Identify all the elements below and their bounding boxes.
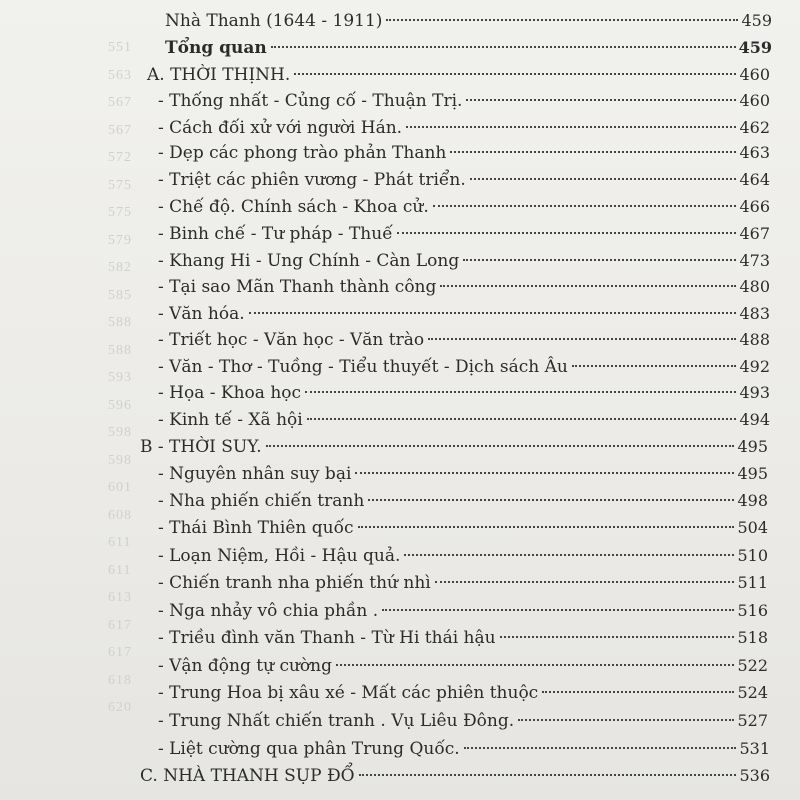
- toc-entry-title: - Vận động tự cường: [158, 656, 332, 676]
- bleed-through-number: 588: [108, 342, 132, 358]
- toc-entry-title: - Văn - Thơ - Tuồng - Tiểu thuyết - Dịch sách Âu: [158, 357, 568, 377]
- dot-leader: [464, 747, 737, 749]
- toc-entry-title: A. THỜI THỊNH.: [147, 65, 291, 85]
- bleed-through-number: 618: [108, 672, 132, 688]
- toc-entry: [0, 221, 800, 247]
- bleed-through-number: 575: [108, 177, 132, 193]
- bleed-through-number: 575: [108, 205, 132, 220]
- toc-entry: [0, 115, 800, 141]
- bleed-through-number: 611: [108, 562, 132, 578]
- toc-entry-title: B - THỜI SUY.: [140, 437, 262, 457]
- toc-entry-page: 483: [739, 304, 770, 323]
- dot-leader: [358, 526, 735, 528]
- toc-entry-page: 495: [737, 464, 768, 483]
- toc-entry-title: - Liệt cường qua phân Trung Quốc.: [158, 739, 460, 759]
- toc-entry-page: 473: [739, 251, 770, 270]
- bleed-through-number: 596: [108, 397, 132, 413]
- toc-entry-page: 495: [737, 437, 768, 456]
- dot-leader: [518, 719, 734, 721]
- toc-entry: [0, 301, 800, 327]
- toc-entry-page: 488: [739, 330, 770, 349]
- dot-leader: [440, 285, 736, 287]
- toc-entry: [0, 653, 800, 679]
- bleed-through-number: 598: [108, 425, 132, 440]
- bleed-through-number: 588: [108, 315, 132, 330]
- toc-entry-page: 492: [739, 357, 770, 376]
- toc-entry-title: - Triệt các phiên vương - Phát triển.: [158, 170, 466, 190]
- toc-entry-page: 516: [737, 601, 768, 620]
- toc-entry-title: - Kinh tế - Xã hội: [158, 410, 303, 430]
- toc-entry-title: - Cách đối xử với người Hán.: [158, 118, 403, 138]
- toc-entry-page: 466: [739, 197, 770, 216]
- toc-entry: [0, 736, 800, 762]
- toc-entry-page: 460: [739, 91, 770, 110]
- bleed-through-number: 579: [108, 232, 132, 248]
- dot-leader: [397, 232, 737, 234]
- bleed-through-number: 567: [108, 122, 132, 138]
- dot-leader: [386, 19, 738, 21]
- toc-entry-page: 498: [737, 491, 768, 510]
- dot-leader: [266, 445, 735, 447]
- toc-entry-page: 531: [739, 739, 770, 758]
- toc-entry-page: 462: [739, 118, 770, 137]
- toc-entry-page: 480: [739, 277, 770, 296]
- toc-entry-page: 504: [737, 518, 768, 537]
- toc-entry: [0, 8, 800, 34]
- toc-entry-title: Tổng quan: [165, 38, 267, 58]
- toc-entry-page: 493: [739, 383, 770, 402]
- toc-entry-title: - Nha phiến chiến tranh: [158, 491, 365, 511]
- dot-leader: [572, 365, 737, 367]
- bleed-through-number: 572: [108, 150, 132, 165]
- toc-entry-title: - Dẹp các phong trào phản Thanh: [158, 143, 447, 163]
- dot-leader: [368, 499, 734, 501]
- toc-entry-title: - Nguyên nhân suy bại: [158, 464, 352, 484]
- toc-entry: [0, 354, 800, 380]
- bleed-through-number: 617: [108, 617, 132, 633]
- toc-entry-page: 494: [739, 410, 770, 429]
- toc-entry-title: - Triều đình văn Thanh - Từ Hi thái hậu: [158, 628, 496, 648]
- toc-entry-title: - Tại sao Mãn Thanh thành công: [158, 277, 437, 297]
- toc-entry: [0, 88, 800, 114]
- dot-leader: [500, 636, 735, 638]
- bleed-through-number: 608: [108, 507, 132, 523]
- toc-entry: [0, 194, 800, 220]
- toc-entry-title: - Nga nhảy vô chia phần .: [158, 601, 379, 621]
- toc-entry: [0, 680, 800, 706]
- dot-leader: [463, 259, 736, 261]
- dot-leader: [294, 73, 736, 75]
- toc-entry: [0, 515, 800, 541]
- toc-entry-page: 510: [737, 546, 768, 565]
- toc-entry-page: 511: [737, 573, 768, 592]
- toc-entry: [0, 380, 800, 406]
- toc-entry-page: 522: [737, 656, 768, 675]
- toc-entry-title: - Loạn Niệm, Hồi - Hậu quả.: [158, 546, 401, 566]
- toc-entry: [0, 488, 800, 514]
- bleed-through-number: 601: [108, 480, 132, 495]
- dot-leader: [450, 151, 736, 153]
- toc-entry-title: - Thống nhất - Củng cố - Thuận Trị.: [158, 91, 463, 111]
- dot-leader: [271, 46, 736, 48]
- dot-leader: [404, 554, 734, 556]
- toc-entry-page: 518: [737, 628, 768, 647]
- toc-entry-title: - Họa - Khoa học: [158, 383, 302, 403]
- toc-entry: [0, 434, 800, 460]
- dot-leader: [305, 391, 736, 393]
- toc-entry: [0, 274, 800, 300]
- bleed-through-number: 582: [108, 260, 132, 275]
- bleed-through-number: 567: [108, 95, 132, 110]
- toc-entry: [0, 543, 800, 569]
- dot-leader: [470, 178, 737, 180]
- dot-leader: [382, 609, 734, 611]
- bleed-through-number: 611: [108, 535, 132, 550]
- bleed-through-number: 593: [108, 370, 132, 385]
- toc-entry-title: C. NHÀ THANH SỤP ĐỔ: [140, 766, 355, 786]
- dot-leader: [336, 664, 734, 666]
- dot-leader: [433, 205, 737, 207]
- dot-leader: [435, 581, 735, 583]
- toc-entry: [0, 248, 800, 274]
- dot-leader: [249, 312, 737, 314]
- dot-leader: [428, 338, 736, 340]
- bleed-through-number: 620: [108, 700, 132, 715]
- toc-entry-page: 463: [739, 143, 770, 162]
- toc-entry: [0, 570, 800, 596]
- dot-leader: [466, 99, 736, 101]
- toc-entry-title: - Binh chế - Tư pháp - Thuế: [158, 224, 393, 244]
- dot-leader: [406, 126, 736, 128]
- toc-entry: [0, 708, 800, 734]
- bleed-through-number: 617: [108, 645, 132, 660]
- toc-entry-title: - Triết học - Văn học - Văn trào: [158, 330, 425, 350]
- toc-entry-title: - Văn hóa.: [158, 304, 245, 324]
- dot-leader: [307, 418, 737, 420]
- toc-entry: [0, 140, 800, 166]
- toc-entry: [0, 461, 800, 487]
- toc-entry-page: 536: [739, 766, 770, 785]
- toc-entry-page: 459: [738, 38, 772, 57]
- toc-entry: [0, 763, 800, 789]
- bleed-through-number: 598: [108, 452, 132, 468]
- toc-entry-title: - Trung Nhất chiến tranh . Vụ Liêu Đông.: [158, 711, 515, 731]
- toc-entry-title: - Khang Hi - Ung Chính - Càn Long: [158, 251, 460, 271]
- bleed-through-number: 585: [108, 287, 132, 303]
- toc-entry-title: - Chiến tranh nha phiến thứ nhì: [158, 573, 431, 593]
- toc-entry-title: - Trung Hoa bị xâu xé - Mất các phiên thuộc: [158, 683, 539, 703]
- bleed-through-number: 551: [108, 40, 132, 55]
- toc-entry-page: 459: [741, 11, 772, 30]
- toc-entry-page: 524: [737, 683, 768, 702]
- bleed-through-number: 563: [108, 67, 132, 83]
- toc-entry-title: Nhà Thanh (1644 - 1911): [165, 11, 383, 31]
- toc-entry-page: 464: [739, 170, 770, 189]
- toc-entry-title: - Chế độ. Chính sách - Khoa cử.: [158, 197, 429, 217]
- dot-leader: [355, 472, 734, 474]
- toc-entry-page: 460: [739, 65, 770, 84]
- toc-entry: [0, 327, 800, 353]
- dot-leader: [359, 774, 737, 776]
- toc-entry: [0, 598, 800, 624]
- toc-entry: [0, 407, 800, 433]
- bleed-through-number: 613: [108, 590, 132, 605]
- toc-entry-page: 527: [737, 711, 768, 730]
- dot-leader: [542, 691, 734, 693]
- toc-entry-title: - Thái Bình Thiên quốc: [158, 518, 354, 538]
- toc-entry: [0, 167, 800, 193]
- toc-entry: [0, 62, 800, 88]
- toc-entry: [0, 35, 800, 61]
- toc-entry: [0, 625, 800, 651]
- toc-entry-page: 467: [739, 224, 770, 243]
